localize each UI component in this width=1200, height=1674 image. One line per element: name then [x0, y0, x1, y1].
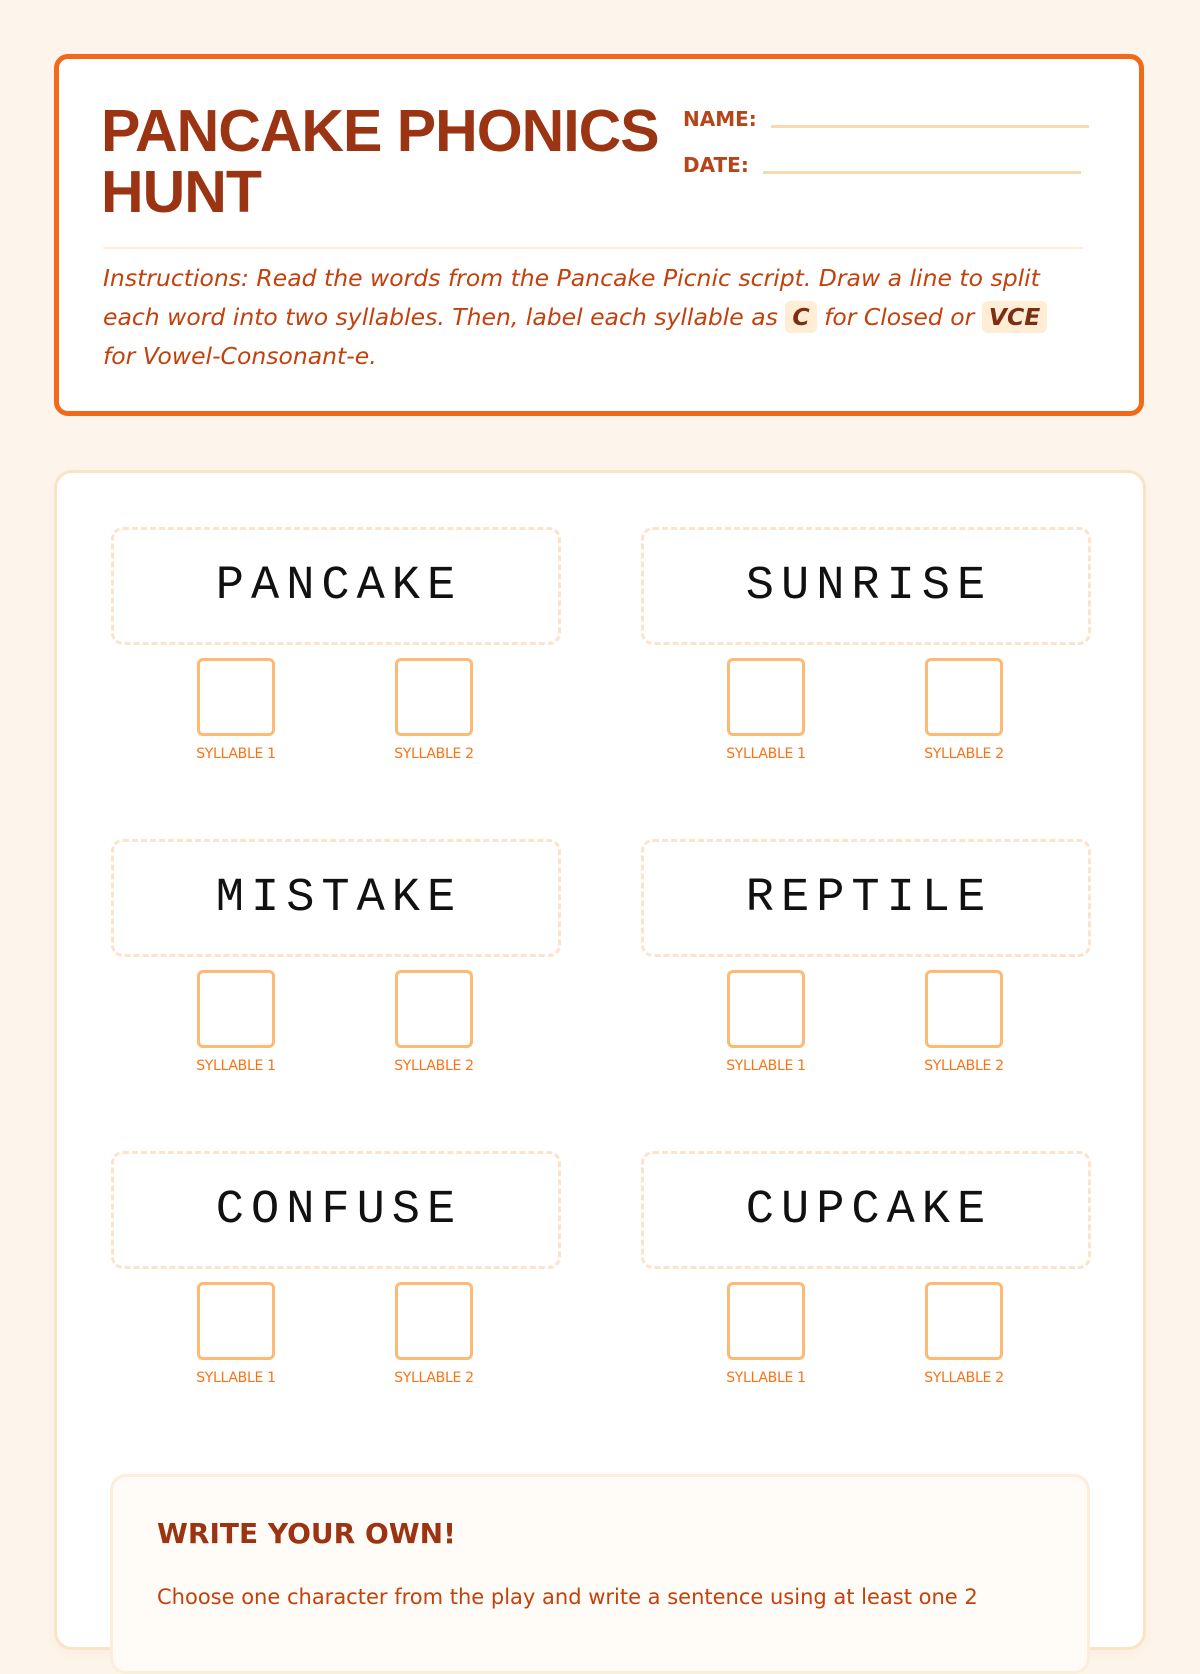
instructions-text-2: for Closed or — [816, 303, 982, 331]
word-box[interactable]: MISTAKE — [111, 839, 561, 957]
syllable-1-label: SYLLABLE 1 — [726, 746, 806, 762]
syllable-2-box[interactable] — [925, 970, 1003, 1048]
syllable-1-slot — [706, 1282, 826, 1386]
page-title: PANCAKE PHONICS HUNT — [101, 98, 659, 225]
syllable-1-label: SYLLABLE 1 — [726, 1370, 806, 1386]
syllable-2-box[interactable] — [925, 658, 1003, 736]
syllable-2-slot — [904, 658, 1024, 762]
date-label: DATE: — [683, 153, 749, 177]
syllable-2-slot — [374, 1282, 494, 1386]
syllable-2-label: SYLLABLE 2 — [924, 746, 1004, 762]
word-block-2 — [641, 527, 1091, 767]
write-your-own-prompt: Choose one character from the play and write a sentence using at least one 2 — [157, 1585, 978, 1609]
write-your-own-title: WRITE YOUR OWN! — [157, 1517, 456, 1550]
date-line[interactable] — [763, 171, 1081, 174]
syllable-2-label: SYLLABLE 2 — [924, 1370, 1004, 1386]
syllable-1-box[interactable] — [197, 658, 275, 736]
syllable-1-slot — [176, 970, 296, 1074]
header-divider — [103, 247, 1083, 249]
write-your-own-card — [110, 1474, 1090, 1674]
name-label: NAME: — [683, 107, 757, 131]
word-box[interactable]: SUNRISE — [641, 527, 1091, 645]
syllable-1-box[interactable] — [197, 970, 275, 1048]
syllable-2-slot — [374, 970, 494, 1074]
syllable-1-box[interactable] — [727, 970, 805, 1048]
syllable-1-slot — [176, 1282, 296, 1386]
syllable-2-slot — [904, 1282, 1024, 1386]
syllable-2-label: SYLLABLE 2 — [394, 1058, 474, 1074]
syllable-1-box[interactable] — [197, 1282, 275, 1360]
syllable-1-slot — [706, 970, 826, 1074]
syllable-1-label: SYLLABLE 1 — [196, 746, 276, 762]
instructions-text-1: Instructions: Read the words from the Pancake Picnic script. Draw a line to split each word into two syllables. Then, label each syllable as — [103, 264, 1040, 331]
syllable-1-slot — [706, 658, 826, 762]
syllable-2-box[interactable] — [925, 1282, 1003, 1360]
syllable-1-label: SYLLABLE 1 — [196, 1370, 276, 1386]
word-block-3 — [111, 839, 561, 1079]
date-field[interactable] — [683, 153, 1081, 177]
name-line[interactable] — [771, 125, 1089, 128]
syllable-2-slot — [904, 970, 1024, 1074]
word-box[interactable]: PANCAKE — [111, 527, 561, 645]
word-box[interactable]: CUPCAKE — [641, 1151, 1091, 1269]
word-box[interactable]: CONFUSE — [111, 1151, 561, 1269]
syllable-2-box[interactable] — [395, 658, 473, 736]
syllable-2-slot — [374, 658, 494, 762]
instructions-text-3: for Vowel-Consonant-e. — [103, 342, 377, 370]
syllable-1-box[interactable] — [727, 658, 805, 736]
syllable-2-label: SYLLABLE 2 — [924, 1058, 1004, 1074]
word-practice-card — [54, 470, 1146, 1650]
name-field[interactable] — [683, 107, 1089, 131]
header-card — [54, 54, 1144, 416]
syllable-1-slot — [176, 658, 296, 762]
syllable-1-label: SYLLABLE 1 — [726, 1058, 806, 1074]
instructions — [103, 259, 1083, 376]
syllable-1-box[interactable] — [727, 1282, 805, 1360]
syllable-2-label: SYLLABLE 2 — [394, 1370, 474, 1386]
closed-chip: C — [785, 301, 816, 333]
word-block-1 — [111, 527, 561, 767]
word-box[interactable]: REPTILE — [641, 839, 1091, 957]
word-block-5 — [111, 1151, 561, 1391]
syllable-2-box[interactable] — [395, 1282, 473, 1360]
vce-chip: VCE — [982, 301, 1048, 333]
word-block-4 — [641, 839, 1091, 1079]
syllable-2-box[interactable] — [395, 970, 473, 1048]
syllable-2-label: SYLLABLE 2 — [394, 746, 474, 762]
word-block-6 — [641, 1151, 1091, 1391]
syllable-1-label: SYLLABLE 1 — [196, 1058, 276, 1074]
